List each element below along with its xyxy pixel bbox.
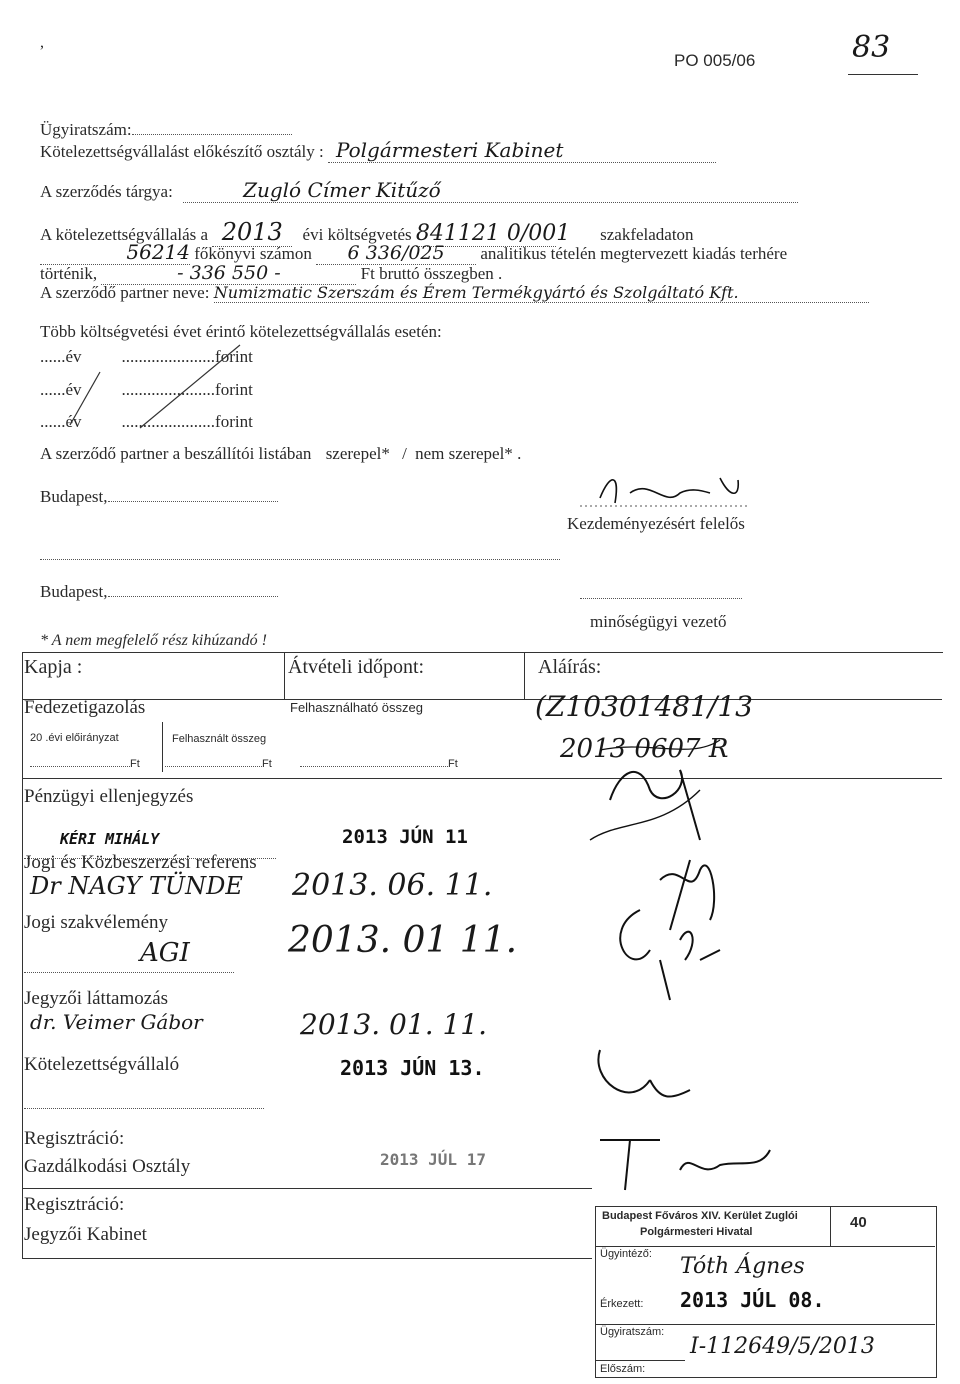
ledger-value[interactable]: 56214 [40,240,190,265]
year-row-3: ......év ......................forint [40,412,253,431]
finance-dept-date: 2013 JÚL 17 [380,1150,486,1169]
analytic-value[interactable]: 6 336/025 [316,242,476,265]
registration2-label: Regisztráció: [24,1194,125,1215]
legal-name[interactable]: Dr NAGY TÜNDE [30,872,243,900]
registration-label: Regisztráció: [24,1128,125,1149]
ft-3[interactable]: Ft [300,758,458,770]
year-estimate: 20 .évi előirányzat [30,732,119,744]
supplier-yes[interactable]: szerepel* [325,444,390,463]
year-row-2: ......év ......................forint [40,380,253,399]
city-1: Budapest, [40,487,278,507]
stamp-previous-label: Előszám: [600,1363,646,1375]
coverage-code-1: (Z10301481/13 [535,690,753,723]
commitment-prefix: A kötelezettségvállalás a [40,225,209,244]
amount-label: Ft bruttó összegben . [360,264,503,283]
partner-value[interactable]: Numizmatic Szerszám és Érem Termékgyártó és Szolgáltató Kft. [214,283,869,303]
notary-label: Jegyzői láttamozás [24,988,169,1009]
footnote: * A nem megfelelő rész kihúzandó ! [40,632,267,649]
used-amount-label: Felhasznált összeg [172,733,267,745]
legal-opinion-date: 2013. 01 11. [288,920,518,961]
legal-opinion-name[interactable]: AGI [140,938,190,968]
stamp-divider-3 [595,1360,685,1361]
stamp-received-label: Érkezett: [600,1298,644,1310]
quality-label: minőségügyi vezető [590,612,727,631]
department-suffix: szakfeladaton [600,225,694,244]
stamp-number: 40 [850,1214,867,1231]
analytic-label: analitikus tételén megtervezett kiadás terhére [480,244,788,263]
supplier-sep: / [402,444,407,463]
finance-date: 2013 JÚN 11 [342,826,468,848]
committer-label: Kötelezettségvállaló [24,1054,180,1075]
commitment-year[interactable]: 2013 [212,218,292,247]
stamp-org-line2: Polgármesteri Hivatal [640,1226,753,1238]
finance-label: Pénzügyi ellenjegyzés [24,786,194,807]
page-number: 83 [852,30,891,65]
commitment-dept-label: Kötelezettségvállalást előkészítő osztály : [40,142,324,161]
stamp-divider-2 [595,1324,935,1325]
col-header-date: Átvételi időpont: [288,656,425,678]
usable-amount-label: Felhasználható összeg [290,700,423,715]
multi-year-label: Több költségvetési évet érintő kötelezettségvállalás esetén: [40,322,442,341]
ft-2[interactable]: Ft [165,758,272,770]
stamp-number-divider [830,1206,831,1246]
notary-date: 2013. 01. 11. [300,1008,488,1041]
notary-cabinet-label: Jegyzői Kabinet [24,1224,147,1245]
finance-dept-label: Gazdálkodási Osztály [24,1156,191,1177]
ft-1[interactable]: Ft [30,758,140,770]
stamp-handler-label: Ügyintéző: [600,1248,652,1260]
doc-code: PO 005/06 [674,51,756,70]
stamp-case-value[interactable]: I-112649/5/2013 [690,1334,875,1359]
legal-opinion-label: Jogi szakvélemény [24,912,169,933]
case-number-label: Ügyiratszám: [40,120,292,140]
commitment-dept-value[interactable]: Polgármesteri Kabinet [328,138,716,163]
initiator-label: Kezdeményezésért felelős [567,514,745,533]
coverage-label: Fedezetigazolás [24,697,146,718]
contract-subject-value[interactable]: Zugló Címer Kitűző [183,178,798,203]
happens-label: történik, [40,264,98,283]
stamp-org-line1: Budapest Főváros XIV. Kerület Zuglói [602,1210,798,1222]
supplier-list-label: A szerződő partner a beszállítói listában [40,444,312,463]
top-mark: , [40,34,44,51]
committer-date: 2013 JÚN 13. [340,1056,485,1080]
city-2: Budapest, [40,582,278,602]
col-header-signature: Aláírás: [538,656,602,678]
ledger-label: főkönyvi számon [194,244,312,263]
coverage-code-2: 2013 0607 R [560,734,729,764]
year-row-1: ......év ......................forint [40,347,253,366]
stamp-case-label: Ügyiratszám: [600,1326,665,1338]
stamp-divider-1 [595,1246,935,1247]
legal-date: 2013. 06. 11. [292,868,493,903]
contract-subject-label: A szerződés tárgya: [40,182,173,201]
amount-value[interactable]: - 336 550 - [101,262,356,285]
stamp-received-value: 2013 JÚL 08. [680,1288,825,1312]
supplier-end: . [517,444,522,463]
budget-label: évi költségvetés [302,225,412,244]
budget-value[interactable]: 841121 0/001 [415,221,571,246]
notary-name[interactable]: dr. Veimer Gábor [30,1010,203,1034]
partner-label: A szerződő partner neve: [40,283,210,302]
col-header-recipient: Kapja : [24,656,83,678]
stamp-handler-value[interactable]: Tóth Ágnes [680,1254,805,1279]
supplier-no[interactable]: nem szerepel* [415,444,513,463]
legal-label: Jogi és Közbeszerzési referens [24,852,257,873]
finance-name: KÉRI MIHÁLY [60,830,160,848]
